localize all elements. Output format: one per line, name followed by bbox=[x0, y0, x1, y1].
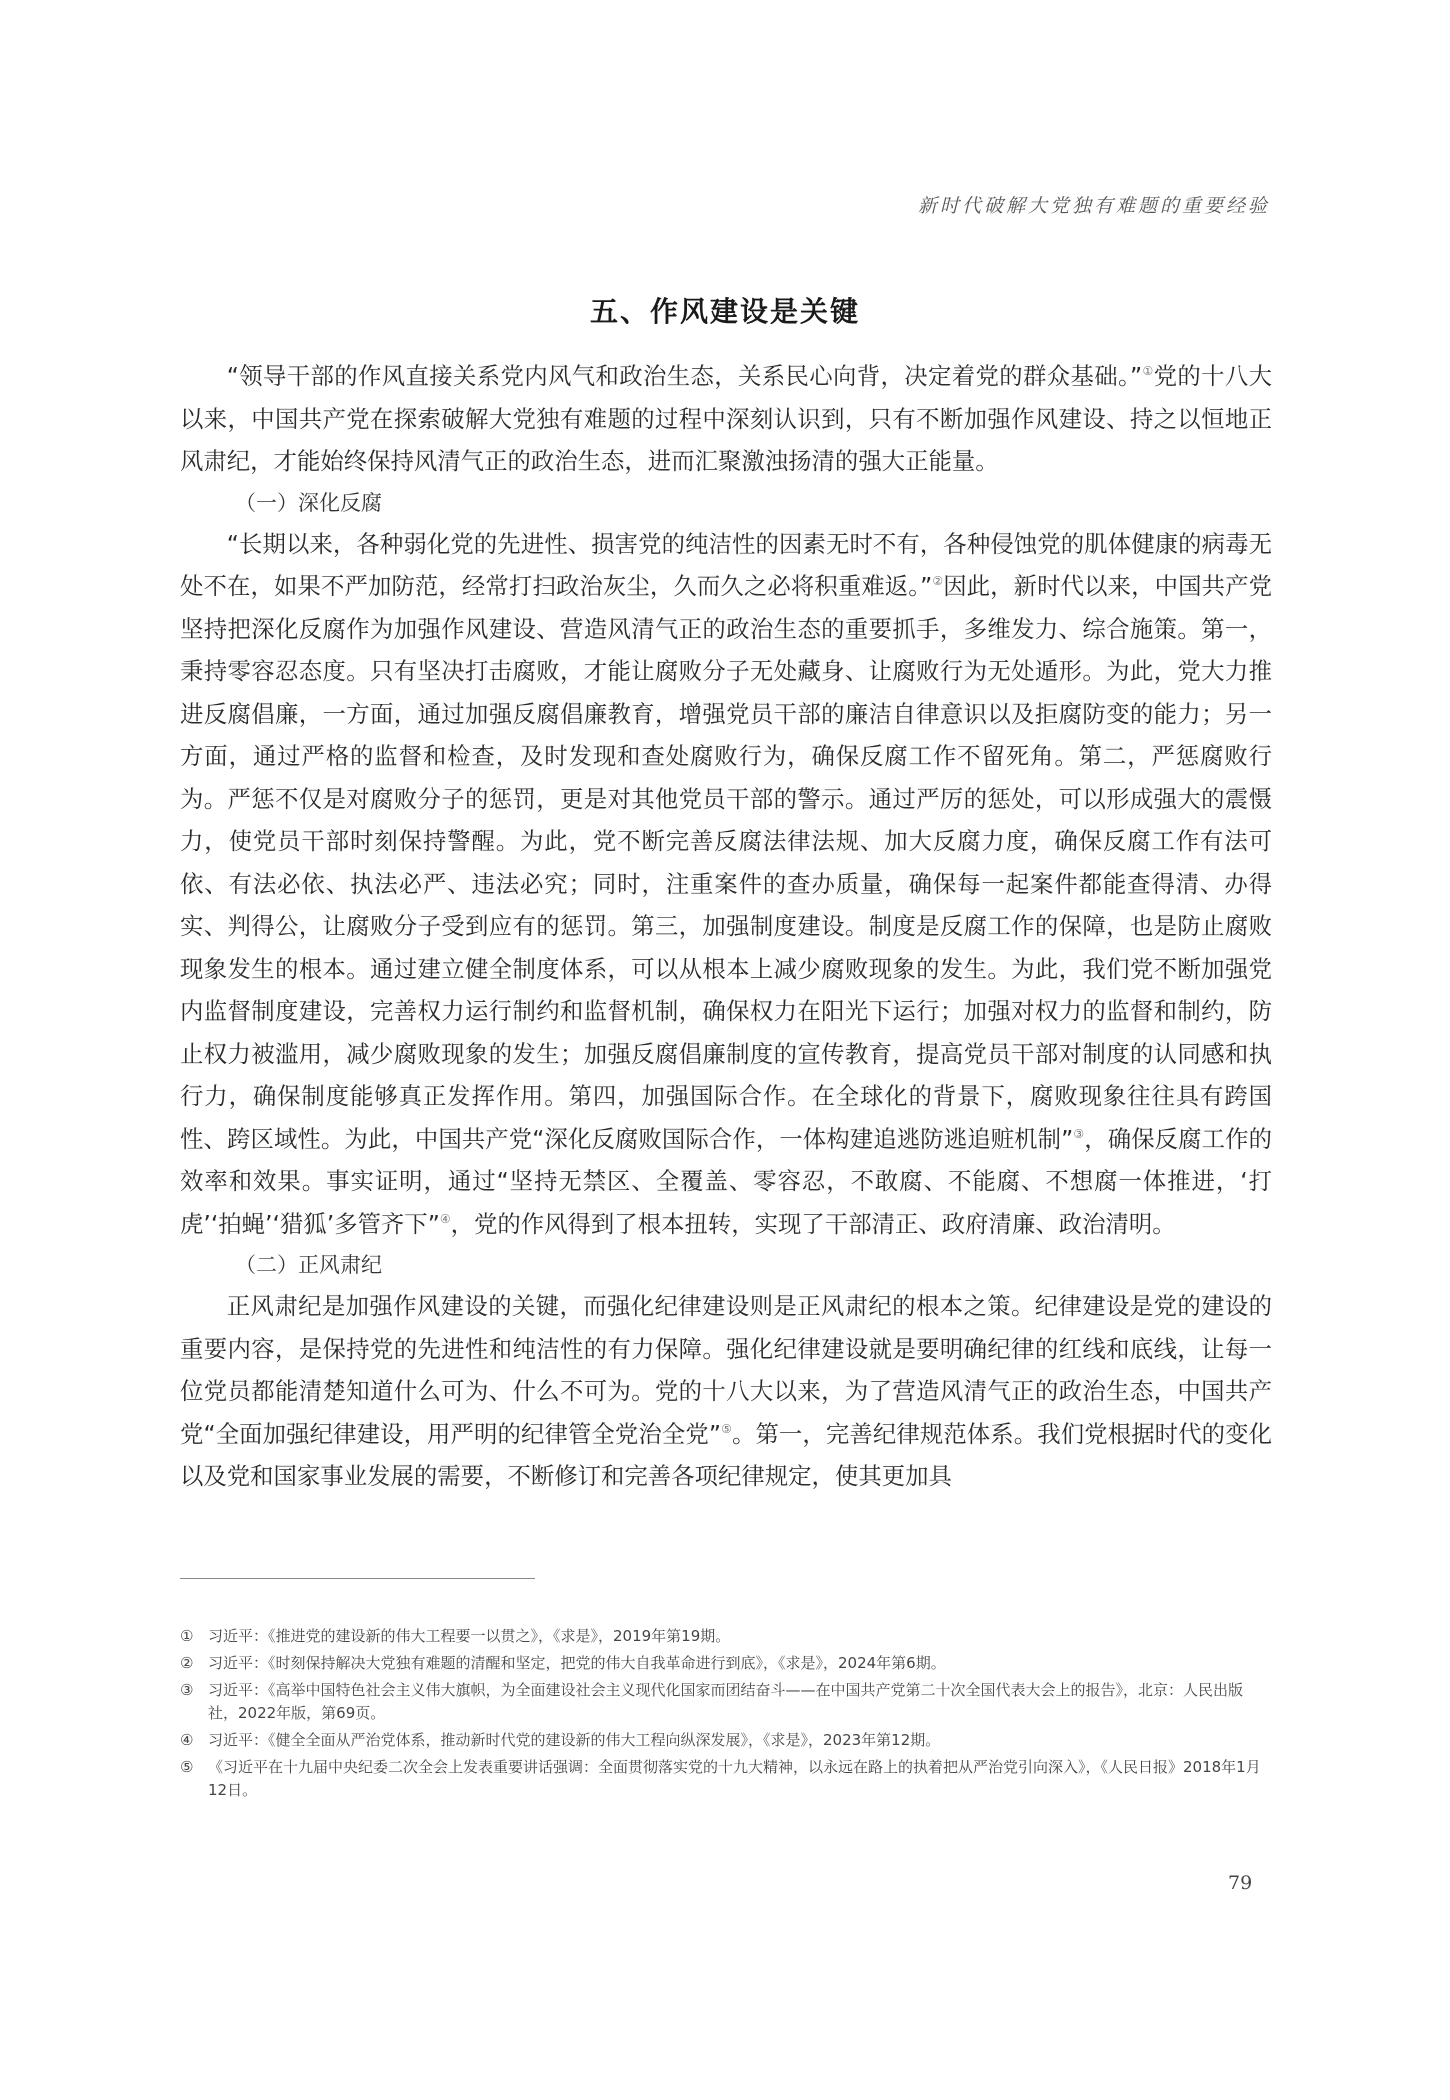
paragraph-discipline bbox=[180, 1285, 1272, 1498]
section-title: 五、作风建设是关键 bbox=[589, 295, 860, 328]
paragraph-anticorruption bbox=[180, 523, 1272, 1246]
footnote-text: 习近平：《推进党的建设新的伟大工程要一以贯之》，《求是》，2019年第19期。 bbox=[208, 1627, 731, 1645]
footnote-item bbox=[180, 1729, 1272, 1752]
running-head: 新时代破解大党独有难题的重要经验 bbox=[917, 195, 1270, 217]
subheading-discipline: （二）正风肃纪 bbox=[235, 1253, 382, 1277]
para2-text-2: 因此，新时代以来，中国共产党坚持把深化反腐作为加强作风建设、营造风清气正的政治生态的重要抓手，多维发力、综合施策。第一，秉持零容忍态度。只有坚决打击腐败，才能让腐败分子无处藏身、让腐败行为无处遁形。为此，党大力推进反腐倡廉，一方面，通过加强反腐倡廉教育，增强党员干部的廉洁自律意识以及拒腐防变的能力；另一方面，通过严格的监督和检查，及时发现和查处腐败行为，确保反腐工作不留死角。第二，严惩腐败行为。严惩不仅是对腐败分子的惩罚，更是对其他党员干部的警示。通过严厉的惩处，可以形成强大的震慑力，使党员干部时刻保持警醒。为此，党不断完善反腐法律法规、加大反腐力度，确保反腐工作有法可依、有法必依、执法必严、违法必究；同时，注重案件的查办质量，确保每一起案件都能查得清、办得实、判得公，让腐败分子受到应有的惩罚。第三，加强制度建设。制度是反腐工作的保障，也是防止腐败现象发生的根本。通过建立健全制度体系，可以从根本上减少腐败现象的发生。为此，我们党不断加强党内监督制度建设，完善权力运行制约和监督机制，确保权力在阳光下运行；加强对权力的监督和制约，防止权力被滥用，减少腐败现象的发生；加强反腐倡廉制度的宣传教育，提高党员干部对制度的认同感和执行力，确保制度能够真正发挥作用。第四，加强国际合作。在全球化的背景下，腐败现象往往具有跨国性、跨区域性。为此，中国共产党“深化反腐败国际合作，一体构建追逃防逃追赃机制” bbox=[180, 572, 1272, 1153]
footnote-ref-2[interactable]: ② bbox=[932, 574, 944, 588]
para2-text-4: ，党的作风得到了根本扭转，实现了干部清正、政府清廉、政治清明。 bbox=[450, 1209, 1176, 1238]
footnote-mark: ① bbox=[180, 1627, 194, 1645]
footnote-item bbox=[180, 1756, 1272, 1802]
footnote-text: 习近平：《高举中国特色社会主义伟大旗帜，为全面建设社会主义现代化国家而团结奋斗——在中国共产党第二十次全国代表大会上的报告》，北京：人民出版社，2022年版，第69页。 bbox=[208, 1681, 1244, 1722]
footnote-text: 习近平：《健全全面从严治党体系，推动新时代党的建设新的伟大工程向纵深发展》，《求是》，2023年第12期。 bbox=[208, 1731, 941, 1749]
footnote-divider bbox=[180, 1578, 535, 1579]
footnote-ref-1[interactable]: ① bbox=[1142, 364, 1154, 378]
footnote-ref-4[interactable]: ④ bbox=[439, 1211, 451, 1226]
para3-text-2: 。第一，完善纪律规范体系。我们党根据时代的变化以及党和国家事业发展的需要，不断修订和完善各项纪律规定，使其更加具 bbox=[180, 1419, 1273, 1490]
footnote-text: 习近平：《时刻保持解决大党独有难题的清醒和坚定，把党的伟大自我革命进行到底》，《求是》，2024年第6期。 bbox=[208, 1654, 946, 1672]
footnote-item bbox=[180, 1679, 1272, 1725]
footnote-mark: ② bbox=[180, 1654, 194, 1672]
paragraph-intro bbox=[180, 355, 1272, 483]
page-number: 79 bbox=[1228, 1872, 1253, 1894]
para2-text-3: ，确保反腐工作的效率和效果。事实证明，通过“坚持无禁区、全覆盖、零容忍，不敢腐、不能腐、不想腐一体推进，‘打虎’‘拍蝇’‘猎狐’多管齐下” bbox=[180, 1124, 1273, 1238]
para2-text-1: “长期以来，各种弱化党的先进性、损害党的纯洁性的因素无时不有，各种侵蚀党的肌体健康的病毒无处不在，如果不严加防范，经常打扫政治灰尘，久而久之必将积重难返。” bbox=[180, 529, 1272, 600]
footnote-mark: ③ bbox=[180, 1681, 194, 1699]
footnote-mark: ④ bbox=[180, 1731, 194, 1749]
intro-text-1: “领导干部的作风直接关系党内风气和政治生态，关系民心向背，决定着党的群众基础。” bbox=[226, 362, 1143, 390]
footnote-item bbox=[180, 1652, 1272, 1675]
footnote-text: 《习近平在十九届中央纪委二次全会上发表重要讲话强调：全面贯彻落实党的十九大精神，以永远在路上的执着把从严治党引向深入》，《人民日报》2018年1月12日。 bbox=[208, 1758, 1261, 1799]
footnotes bbox=[180, 1625, 1272, 1806]
intro-text-2: 党的十八大以来，中国共产党在探索破解大党独有难题的过程中深刻认识到，只有不断加强作风建设、持之以恒地正风肃纪，才能始终保持风清气正的政治生态，进而汇聚激浊扬清的强大正能量。 bbox=[180, 362, 1272, 475]
para3-text-1: 正风肃纪是加强作风建设的关键，而强化纪律建设则是正风肃纪的根本之策。纪律建设是党的建设的重要内容，是保持党的先进性和纯洁性的有力保障。强化纪律建设就是要明确纪律的红线和底线，让每一位党员都能清楚知道什么可为、什么不可为。党的十八大以来，为了营造风清气正的政治生态，中国共产党“全面加强纪律建设，用严明的纪律管全党治全党” bbox=[180, 1292, 1272, 1448]
footnote-item bbox=[180, 1625, 1272, 1648]
footnote-ref-3[interactable]: ③ bbox=[1073, 1126, 1085, 1141]
body-text bbox=[180, 355, 1272, 1498]
subheading-deepen-anticorruption: （一）深化反腐 bbox=[235, 490, 382, 515]
footnote-mark: ⑤ bbox=[180, 1758, 194, 1776]
footnote-ref-5[interactable]: ⑤ bbox=[721, 1421, 732, 1436]
